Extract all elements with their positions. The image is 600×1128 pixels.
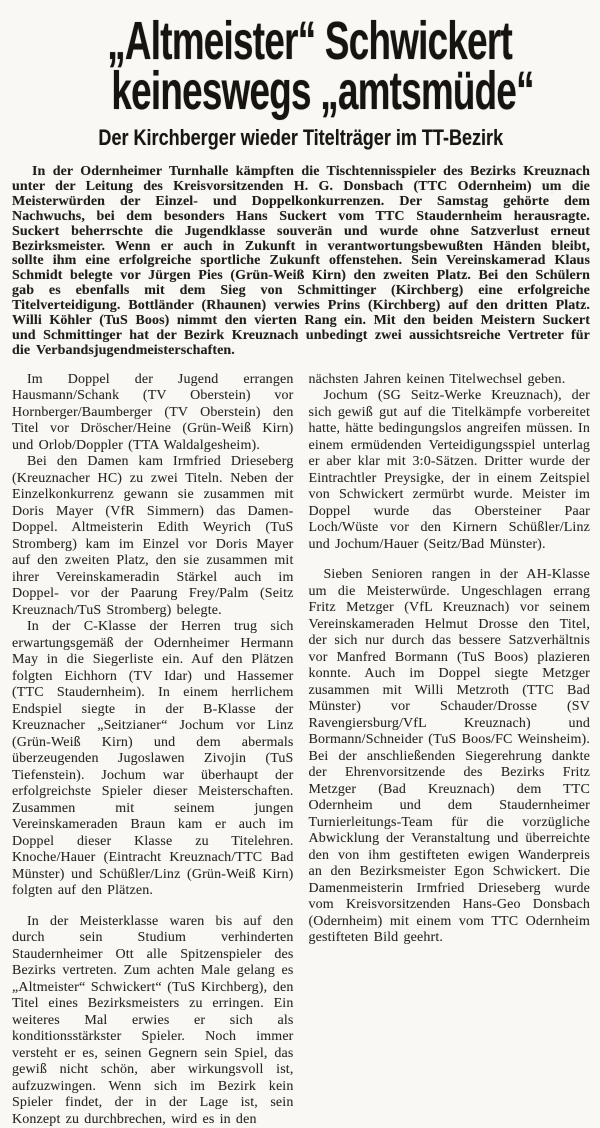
- lead-paragraph: In der Odernheimer Turnhalle kämpften die Tischtennisspieler des Bezirks Kreuznach unter der Leitung des Kreisvorsitzenden H. G. Donsbach (TTC Odernheim) um die Meisterwürden der Einzel- und Doppelkonkurrenzen. Der Samstag gehörte dem Nachwuchs, bei dem besonders Hans Suckert vom TTC Staudernheim herausragte. Suckert beherrschte die Jugendklasse souverän und wurde ohne Satzverlust erneut Bezirksmeister. Wenn er auch in Zukunft in verantwortungsbewußten Händen bleibt, sollte ihm eine erfolgreiche sportliche Zukunft offenstehen. Sein Vereinskamerad Klaus Schmidt belegte vor Jürgen Pies (Grün-Weiß Kirn) den zweiten Platz. Bei den Schülern gab es ebenfalls mit dem Sieg von Schmittinger (Kirchberg) eine erfolgreiche Titelverteidigung. Bottländer (Rhaunen) verwies Prins (Kirchberg) auf den dritten Platz. Willi Köhler (TuS Boos) nimmt den vierten Rang ein. Mit den beiden Meistern Suckert und Schmittinger hat der Bezirk Kreuznach unbedingt zwei aussichtsreiche Vertreter für die Verbandsjugendmeisterschaften.: [12, 164, 590, 358]
- article-paragraph: Bei den Damen kam Irmfried Drieseberg (Kreuznacher HC) zu zwei Titeln. Neben der Einzelkonkurrenz gewann sie zusammen mit Doris Mayer (VfR Simmern) das Damen-Doppel. Altmeisterin Edith Weyrich (TuS Stromberg) kam im Einzel vor Doris Mayer auf den zweiten Platz, den sie zusammen mit ihrer Vereinskameradin Stärkel auch im Doppel- vor der Paarung Frey/Palm (Seitz Kreuznach/TuS Stromberg) belegte.: [12, 454, 294, 618]
- article-paragraph: Jochum (SG Seitz-Werke Kreuznach), der sich gewiß gut auf die Titelkämpfe vorbereitet hatte, hätte bedingungslos angreifen müssen. In einem ermüdenden Verteidigungsspiel unterlag er aber klar mit 3:0-Sätzen. Dritter wurde der Eintrachtler Preysigke, der in einem Zeitspiel von Schwickert zermürbt wurde. Meister im Doppel wurde das Obersteiner Paar Loch/Wüste vor den Kirnern Schüßler/Linz und Jochum/Hauer (Seitz/Bad Münster).: [308, 388, 590, 552]
- article-paragraph: In der C-Klasse der Herren trug sich erwartungsgemäß der Odernheimer Hermann May in die Siegerliste ein. Auf den Plätzen folgten Eichhorn (TV Idar) und Hassemer (TTC Staudernheim). In einem herrlichem Endspiel siegte in der B-Klasse der Kreuznacher „Seitzianer“ Jochum vor Linz (Grün-Weiß Kirn) und dem abermals überzeugenden Jugoslawen Zivojin (TuS Tiefenstein). Jochum war überhaupt der erfolgreichste Spieler dieser Meisterschaften. Zusammen mit seinem jungen Vereinskameraden Braun kam er auch im Doppel dieser Klasse zu Titelehren. Knoche/Hauer (Eintracht Kreuznach/TTC Bad Münster) und Schüßler/Linz (Grün-Weiß Kirn) folgten auf den Plätzen.: [12, 619, 294, 899]
- article-paragraph: Im Doppel der Jugend errangen Hausmann/Schank (TV Oberstein) vor Hornberger/Baumberger (TV Oberstein) den Titel vor Dröscher/Heine (Grün-Weiß Kirn) und Orlob/Doppler (TTA Waldalgesheim).: [12, 371, 294, 453]
- subheadline: [12, 126, 590, 150]
- article-paragraph: In der Meisterklasse waren bis auf den durch sein Studium verhinderten Staudernheimer Ott alle Spitzenspieler des Bezirks vertreten. Zum achten Male gelang es „Altmeister“ Schwickert“ (TuS Kirchberg), den Titel eines Bezirksmeisters zu erringen. Ein weiteres Mal erwies er sich als konditionsstärkster Spieler. Noch immer versteht er es, seinen Gegnern sein Spiel, das gewiß nicht schön, aber wirkungsvoll ist, aufzuzwingen. Wenn sich im Bezirk kein Spieler findet, der in der Lage ist, sein Konzept zu durchbrechen, wird es in den: [12, 913, 294, 1127]
- subheadline-text: Der Kirchberger wieder Titelträger im TT-Bezirk: [98, 125, 504, 150]
- article-header: [12, 11, 590, 150]
- right-column: [309, 372, 591, 1128]
- headline: [12, 11, 590, 121]
- headline-line-1: „Altmeister“ Schwickert: [107, 11, 512, 71]
- article-paragraph-continuation: nächsten Jahren keinen Titelwechsel geben.: [308, 371, 566, 387]
- left-column: [12, 372, 294, 1128]
- article-paragraph: Sieben Senioren rangen in der AH-Klasse um die Meisterwürde. Ungeschlagen errang Fritz Metzger (VfL Kreuznach) vor seinem Vereinskameraden Helmut Drosse den Titel, der sich nur durch das bessere Satzverhältnis vor Manfred Bormann (TuS Boos) plazieren konnte. Auch im Doppel siegte Metzger zusammen mit Willi Metzroth (TTC Bad Münster) vor Schauder/Drosse (SV Ravengiersburg/VfL Kreuznach) und Bormann/Schneider (TuS Boos/FC Weinsheim). Bei der anschließenden Siegerehrung dankte der Ehrenvorsitzende des Bezirks Fritz Metzger (Bad Kreuznach) dem TTC Odernheim und dem Staudernheimer Turnierleitungs-Team für die vorzügliche Abwicklung der Veranstaltung und überreichte den von ihm gestifteten ewigen Wanderpreis an den Bezirksmeister Egon Schwickert. Die Damenmeisterin Irmfried Drieseberg wurde vom Kreisvorsitzenden Hans-Geo Donsbach (Odernheim) mit einem vom TTC Odernheim gestifteten Bild geehrt.: [308, 567, 590, 946]
- article-columns: [12, 372, 590, 1128]
- headline-line-2: keineswegs „amtsmüde“: [111, 61, 534, 121]
